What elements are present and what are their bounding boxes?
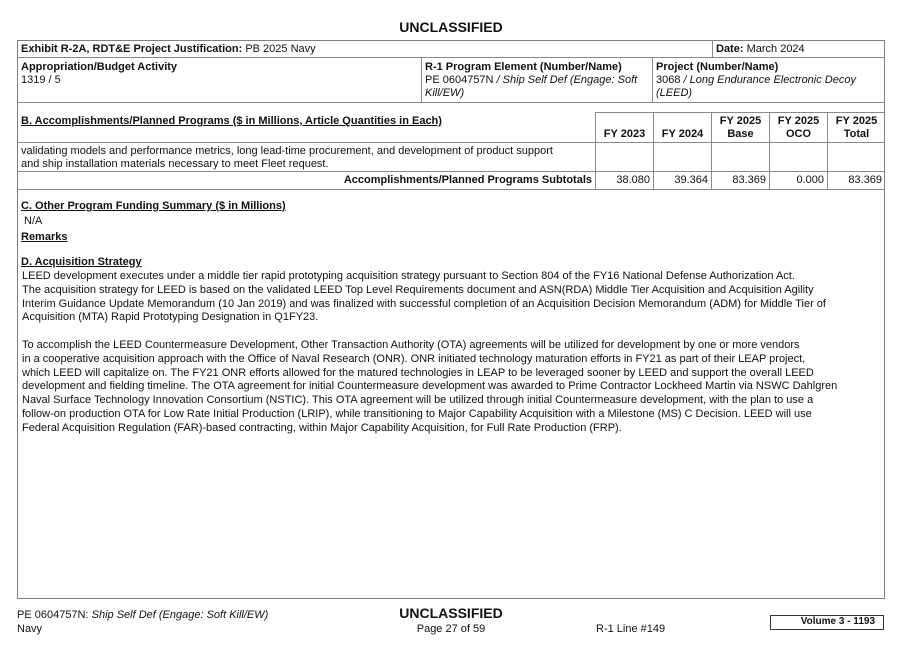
divider (17, 57, 885, 58)
section-d-title: D. Acquisition Strategy (21, 256, 142, 268)
column-header-fy2025-total: FY 2025 Total (835, 115, 878, 140)
column-header-fy2024: FY 2024 (661, 128, 704, 140)
subtotal-fy2024: 39.364 (674, 174, 708, 186)
subtotal-fy2025-base: 83.369 (732, 174, 766, 186)
divider (652, 57, 653, 102)
program-element-cell (425, 61, 651, 100)
subtotal-fy2025-total: 83.369 (848, 174, 882, 186)
exhibit-label: Exhibit R-2A, RDT&E Project Justification: (21, 43, 243, 55)
appropriation-cell (21, 61, 177, 87)
section-b-continued-text: validating models and performance metrics, long lead-time procurement, and development of product support and ship installation materials necessary to meet Fleet request. (21, 145, 553, 170)
section-c-title: C. Other Program Funding Summary ($ in Millions) (21, 200, 286, 212)
exhibit-value: PB 2025 Navy (245, 43, 316, 55)
date-label: Date: (716, 43, 744, 55)
subtotals-label: Accomplishments/Planned Programs Subtotals (343, 174, 592, 186)
subtotal-fy2023: 38.080 (616, 174, 650, 186)
divider (17, 102, 885, 103)
project-label: Project (Number/Name) (656, 61, 779, 73)
acquisition-strategy-paragraph-2: To accomplish the LEED Countermeasure Development, Other Transaction Authority (OTA) agreements will be utilized for development by one or more vendors in a cooperative acquisition approach with the Office of Naval Research (ONR). ONR initiated technology maturation efforts in FY21 as part of their LEAP project, which LEED will capitalize on. The FY21 ONR efforts allowed for the matured technologies in LEAP to be leveraged sooner by LEED and support the overall LEED development and fielding timeline. The OTA agreement for initial Countermeasure development was awarded to Prime Contractor Lockheed Martin via NSWC Dahlgren Naval Surface Technology Innovation Consortium (NSTIC). This OTA agreement will be utilized through initial Countermeasure development, with the plan to use a follow-on production OTA for Low Rate Initial Production (LRIP), while transitioning to Major Capability Acquisition with a Milestone (MS) C Decision. LEED will use Federal Acquisition Regulation (FAR)-based contracting, within Major Capability Acquisition, for Full Rate Production (FRP). (22, 339, 838, 434)
subtotal-fy2025-oco: 0.000 (796, 174, 824, 186)
divider (17, 171, 885, 172)
volume-box: Volume 3 - 1193 (770, 615, 884, 630)
classification-banner-top: UNCLASSIFIED (399, 19, 503, 35)
program-element-number: PE 0604757N (425, 74, 494, 86)
r1-line: R-1 Line #149 (596, 623, 666, 635)
appropriation-value: 1319 / 5 (21, 74, 61, 86)
program-element-label: R-1 Program Element (Number/Name) (425, 61, 622, 73)
project-name: / Long Endurance Electronic Decoy (LEED) (656, 74, 856, 99)
divider (712, 40, 713, 57)
section-b-title: B. Accomplishments/Planned Programs ($ in Millions, Article Quantities in Each) (21, 115, 442, 127)
divider (17, 142, 885, 143)
section-c-value: N/A (24, 215, 43, 227)
footer-pe-name: Ship Self Def (Engage: Soft Kill/EW) (91, 609, 269, 621)
program-element-name: / Ship Self Def (Engage: Soft Kill/EW) (425, 74, 638, 99)
date-value: March 2024 (746, 43, 805, 55)
classification-banner-bottom: UNCLASSIFIED (399, 605, 503, 621)
column-header-fy2025-base: FY 2025 Base (719, 115, 762, 140)
project-cell (656, 61, 881, 100)
divider (595, 112, 885, 113)
column-header-fy2023: FY 2023 (603, 128, 646, 140)
exhibit-title (21, 43, 316, 56)
footer-pe-number: PE 0604757N: (17, 609, 89, 621)
column-header-fy2025-oco: FY 2025 OCO (777, 115, 820, 140)
divider (421, 57, 422, 102)
page-number: Page 27 of 59 (416, 623, 486, 635)
footer-service: Navy (17, 623, 43, 635)
appropriation-label: Appropriation/Budget Activity (21, 61, 178, 73)
project-number: 3068 (656, 74, 681, 86)
remarks-label: Remarks (21, 231, 68, 243)
date-field (716, 43, 805, 56)
acquisition-strategy-paragraph-1: LEED development executes under a middle tier rapid prototyping acquisition strategy pursuant to Section 804 of the FY16 National Defense Authorization Act. The acquisition strategy for LEED is based on the validated LEED Top Level Requirements document and ASN(RDA) Middle Tier Acquisition and Acquisition Agility Interim Guidance Update Memorandum (10 Jan 2019) and was finalized with successful completion of an Acquisition Decision Memorandum (ADM) for Middle Tier of Acquisition (MTA) Rapid Prototyping Designation in Q1FY23. (22, 270, 826, 324)
divider (17, 189, 885, 190)
footer-program-element (17, 609, 268, 622)
